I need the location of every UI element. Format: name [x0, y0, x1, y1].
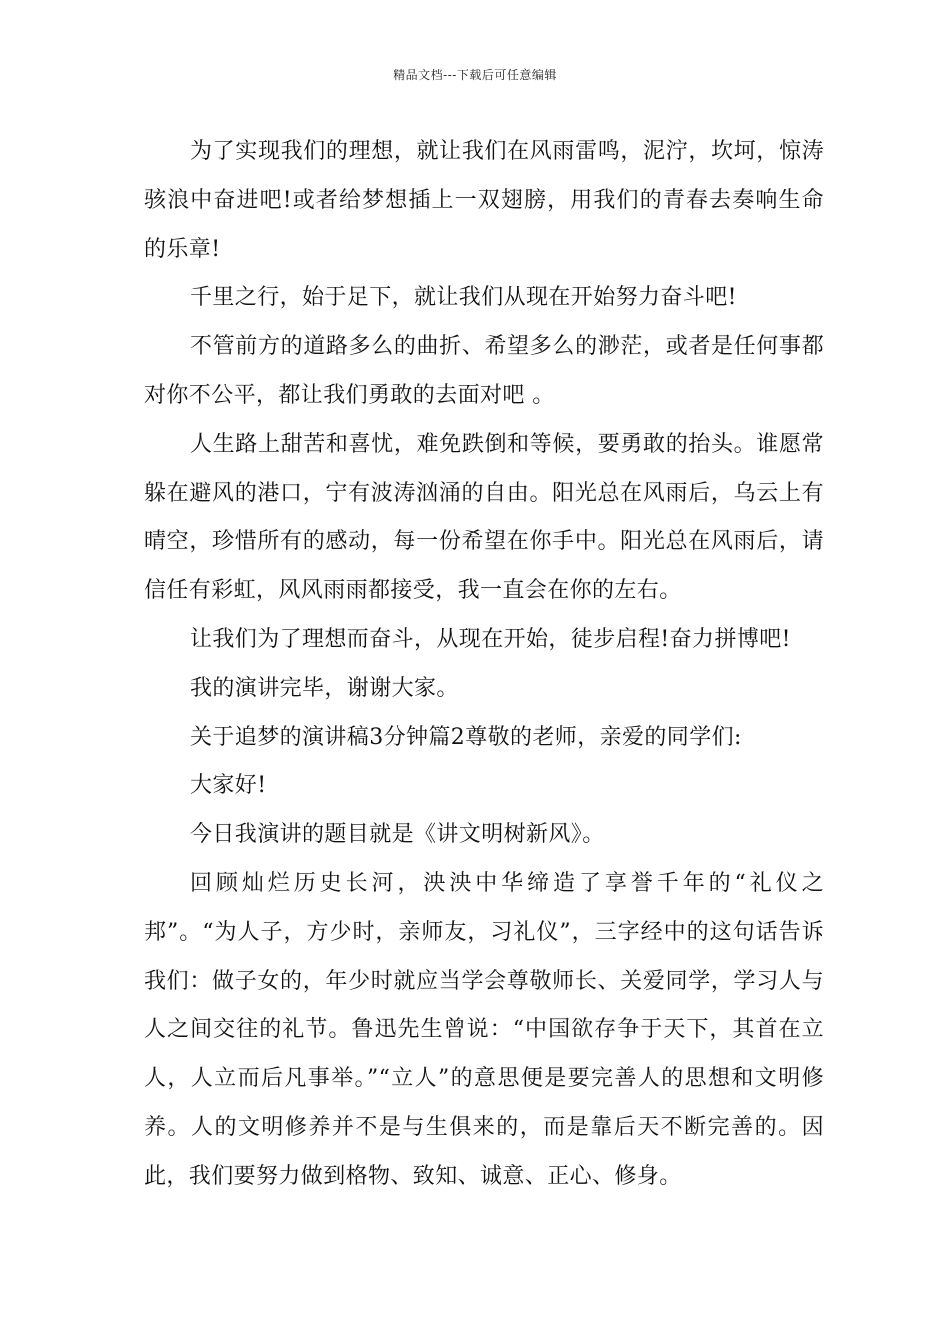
paragraph-dream-storm: 为了实现我们的理想，就让我们在风雨雷鸣，泥泞，坎坷，惊涛骇浪中奋进吧!或者给梦想插上一双翅膀，用我们的青春去奏响生命的乐章! — [144, 139, 824, 262]
paragraph-speech-2-title: 关于追梦的演讲稿3分钟篇2尊敬的老师，亲爱的同学们: — [190, 724, 742, 750]
paragraph-thanks: 我的演讲完毕，谢谢大家。 — [190, 675, 459, 701]
paragraph-greeting: 大家好! — [190, 773, 267, 799]
document-body — [144, 128, 824, 1202]
paragraph-topic: 今日我演讲的题目就是《讲文明树新风》。 — [190, 822, 605, 848]
paragraph-history-etiquette: 回顾灿烂历史长河，泱泱中华缔造了享誉千年的“礼仪之邦”。“为人子，方少时，亲师友，习礼仪”，三字经中的这句话告诉我们：做子女的，年少时就应当学会尊敬师长、关爱同学，学习人与人之间交往的礼节。鲁迅先生曾说：“中国欲存争于天下，其首在立人，人立而后凡事举。”“立人”的意思便是要完善人的思想和文明修养。人的文明修养并不是与生俱来的，而是靠后天不断完善的。因此，我们要努力做到格物、致知、诚意、正心、修身。 — [144, 870, 824, 1189]
paragraph-life-road: 人生路上甜苦和喜忧，难免跌倒和等候，要勇敢的抬头。谁愿常躲在避风的港口，宁有波涛汹涌的自由。阳光总在风雨后，乌云上有晴空，珍惜所有的感动，每一份希望在你手中。阳光总在风雨后，请信任有彩虹，风风雨雨都接受，我一直会在你的左右。 — [144, 431, 824, 604]
paragraph-face-courage: 不管前方的道路多么的曲折、希望多么的渺茫，或者是任何事都对你不公平，都让我们勇敢的去面对吧 。 — [144, 334, 824, 408]
paragraph-strive: 让我们为了理想而奋斗，从现在开始，徒步启程!奋力拼博吧! — [190, 626, 791, 652]
page-header: 精品文档---下载后可任意编辑 — [393, 68, 557, 82]
paragraph-start-now: 千里之行，始于足下，就让我们从现在开始努力奋斗吧! — [190, 285, 737, 311]
